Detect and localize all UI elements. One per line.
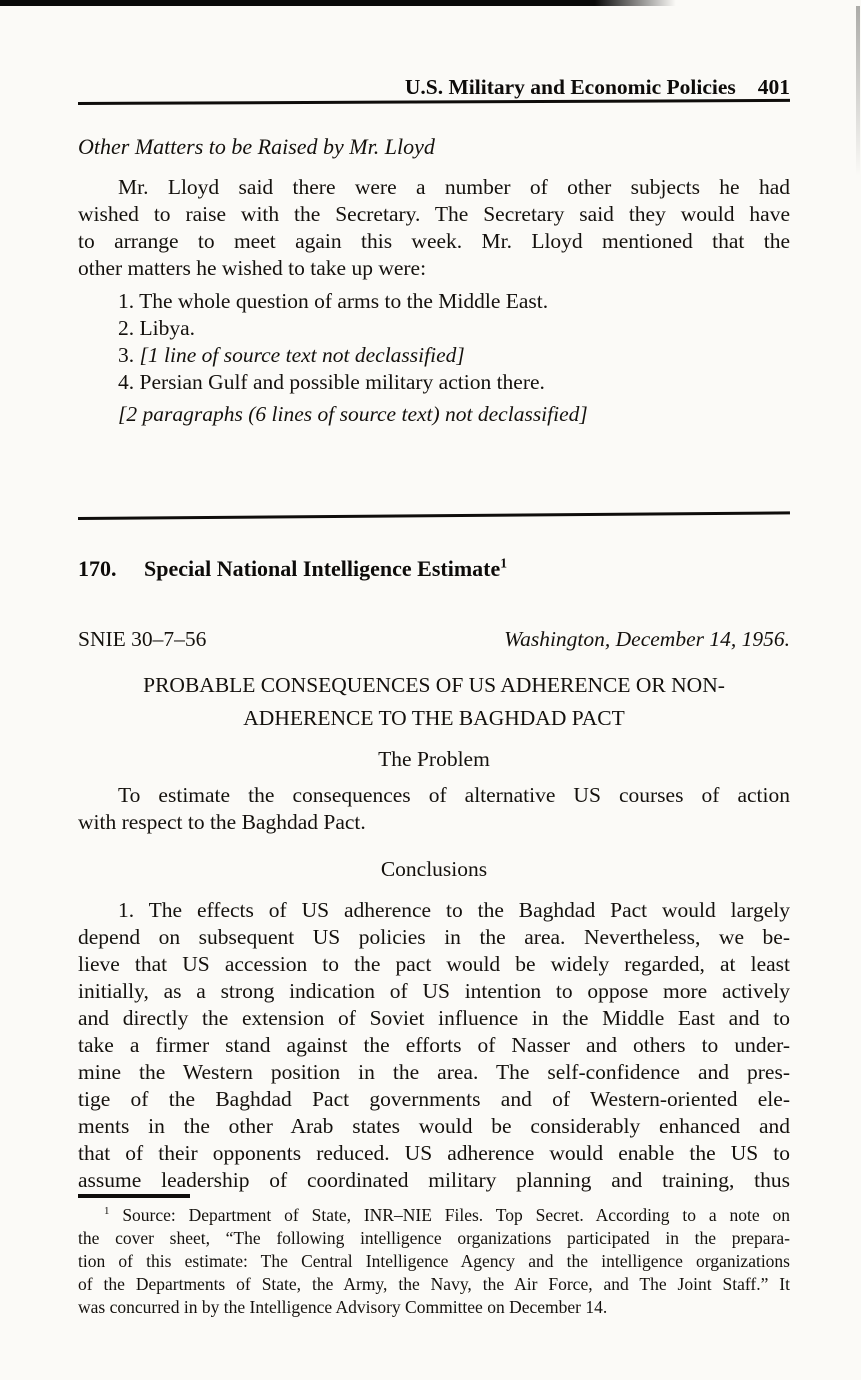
list-item-text: Persian Gulf and possible military action there. xyxy=(139,370,545,394)
conclusions-paragraph-line: that of their opponents reduced. US adherence would enable the US to xyxy=(78,1141,790,1165)
footnote-reference: 1 xyxy=(500,555,508,571)
lloyd-paragraph-line: to arrange to meet again this week. Mr. Lloyd mentioned that the xyxy=(78,229,790,253)
footnote-rule xyxy=(78,1194,190,1198)
document-id-row xyxy=(78,625,790,653)
list-item xyxy=(118,342,790,369)
conclusions-paragraph-line: 1. The effects of US adherence to the Baghdad Pact would largely xyxy=(118,898,790,922)
footnote-rest-lines-line: the cover sheet, “The following intelligence organizations participated in the prepara- xyxy=(78,1228,790,1248)
dateline: Washington, December 14, 1956. xyxy=(504,627,790,651)
scan-edge-artifact-top xyxy=(0,0,676,6)
running-header-title: U.S. Military and Economic Policies xyxy=(404,75,736,99)
footnote-text xyxy=(78,1204,790,1319)
footnote-rest-lines xyxy=(78,1227,790,1319)
running-header xyxy=(78,74,790,100)
conclusions-paragraph-line: and directly the extension of Soviet influence in the Middle East and to xyxy=(78,1006,790,1030)
scan-edge-artifact-right xyxy=(856,6,860,176)
list-item-redacted-text: [1 line of source text not declassified] xyxy=(139,343,465,367)
conclusions-paragraph-line: lieve that US accession to the pact would be widely regarded, at least xyxy=(78,952,790,976)
snie-number: SNIE 30–7–56 xyxy=(78,627,207,651)
document-number: 170. xyxy=(78,556,117,581)
document-heading xyxy=(78,555,790,583)
lloyd-paragraph-line: Mr. Lloyd said there were a number of other subjects he had xyxy=(118,175,790,199)
conclusions-paragraph-line: mine the Western position in the area. The self-confidence and pres- xyxy=(78,1060,790,1084)
conclusions-paragraph-line: assume leadership of coordinated military planning and training, thus xyxy=(78,1168,790,1192)
list-item-number: 2. xyxy=(118,316,135,340)
problem-heading: The Problem xyxy=(378,747,490,771)
problem-paragraph-line: To estimate the consequences of alternative US courses of action xyxy=(118,783,790,807)
conclusions-heading: Conclusions xyxy=(380,857,488,881)
conclusions-paragraph-line: take a firmer stand against the efforts of Nasser and others to under- xyxy=(78,1033,790,1057)
conclusions-paragraph-line: depend on subsequent US policies in the area. Nevertheless, we be- xyxy=(78,925,790,949)
list-item-number: 1. xyxy=(118,289,135,313)
page-number: 401 xyxy=(757,75,790,99)
list-item-number: 3. xyxy=(118,343,135,367)
document-title: Special National Intelligence Estimate xyxy=(144,556,501,581)
footnote-first-line-text: Source: Department of State, INR–NIE Files. Top Secret. According to a note on xyxy=(122,1205,790,1225)
subject-title-line: ADHERENCE TO THE BAGHDAD PACT xyxy=(243,706,625,730)
list-item-text: The whole question of arms to the Middle East. xyxy=(139,289,549,313)
list-item-number: 4. xyxy=(118,370,135,394)
conclusions-paragraph-line: tige of the Baghdad Pact governments and of Western-oriented ele- xyxy=(78,1087,790,1111)
footnote-rest-lines-line: of the Departments of State, the Army, the Navy, the Air Force, and The Joint Staff.” It xyxy=(78,1274,790,1294)
problem-paragraph xyxy=(78,782,790,836)
list-item xyxy=(118,315,790,342)
list-item xyxy=(118,369,790,396)
subject-title-line: PROBABLE CONSEQUENCES OF US ADHERENCE OR NON- xyxy=(143,673,725,697)
footnote-first-line xyxy=(78,1204,790,1227)
document-divider-rule xyxy=(78,511,790,520)
section-heading: Other Matters to be Raised by Mr. Lloyd xyxy=(78,134,435,159)
conclusions-paragraph-line: initially, as a strong indication of US intention to oppose more actively xyxy=(78,979,790,1003)
numbered-list xyxy=(78,288,790,396)
subject-title xyxy=(78,669,790,735)
list-item-text: Libya. xyxy=(139,316,196,340)
redaction-note: [2 paragraphs (6 lines of source text) not declassified] xyxy=(118,402,588,426)
footnote-rest-lines-line: was concurred in by the Intelligence Advisory Committee on December 14. xyxy=(78,1297,608,1317)
conclusions-paragraph xyxy=(78,897,790,1194)
footnote-rest-lines-line: tion of this estimate: The Central Intelligence Agency and the intelligence organizations xyxy=(78,1251,790,1271)
conclusions-paragraph-line: ments in the other Arab states would be considerably enhanced and xyxy=(78,1114,790,1138)
lloyd-paragraph-line: wished to raise with the Secretary. The Secretary said they would have xyxy=(78,202,790,226)
lloyd-paragraph xyxy=(78,174,790,282)
problem-paragraph-line: with respect to the Baghdad Pact. xyxy=(78,810,366,834)
footnote-marker: 1 xyxy=(104,1205,110,1218)
list-item xyxy=(118,288,790,315)
footnote xyxy=(78,1194,790,1319)
page-content xyxy=(0,74,861,1194)
lloyd-paragraph-line: other matters he wished to take up were: xyxy=(78,256,427,280)
